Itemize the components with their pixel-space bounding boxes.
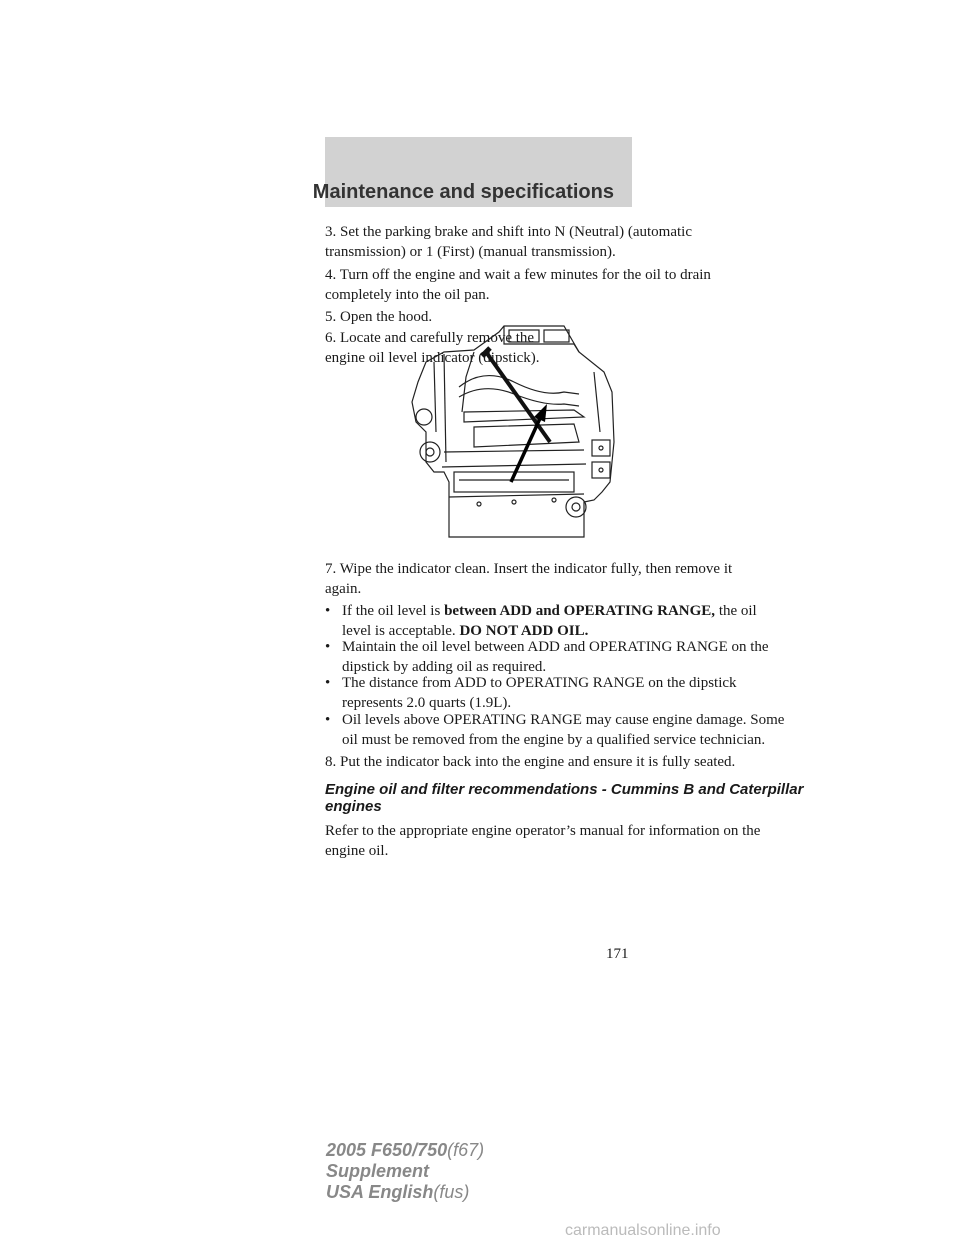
- bullet-text-bold: DO NOT ADD OIL.: [459, 622, 589, 639]
- step-5: 5. Open the hood.: [325, 309, 433, 325]
- bullet-line: [342, 602, 757, 622]
- step-3-line1: 3. Set the parking brake and shift into N (Neutral) (automatic: [325, 224, 692, 240]
- step-4-line2: completely into the oil pan.: [325, 286, 490, 303]
- bullet-line: oil must be removed from the engine by a qualified service technician.: [342, 731, 766, 748]
- watermark: carmanualsonline.info: [565, 1222, 721, 1239]
- bullet-text-normal: the oil: [715, 603, 757, 619]
- bullet-item: [325, 638, 769, 678]
- step-6-line1: 6. Locate and carefully remove the: [325, 330, 535, 346]
- section-heading-line1: Engine oil and filter recommendations - Cummins B and Caterpillar: [325, 781, 804, 798]
- bullet-text-bold: between ADD and OPERATING RANGE,: [444, 603, 716, 619]
- step-4-line1: 4. Turn off the engine and wait a few minutes for the oil to drain: [325, 267, 711, 283]
- bullet-text-normal: If the oil level is: [342, 603, 445, 619]
- section-text-line1: Refer to the appropriate engine operator’s manual for information on the: [325, 823, 761, 839]
- section-text-line2: engine oil.: [325, 842, 389, 859]
- bullet-dot: •: [325, 639, 331, 655]
- bullet-item: [325, 674, 737, 714]
- step-4: [325, 266, 711, 305]
- footer-model: 2005 F650/750: [326, 1140, 448, 1160]
- step-3-line2: transmission) or 1 (First) (manual transmission).: [325, 243, 616, 260]
- step-7-line1: 7. Wipe the indicator clean. Insert the indicator fully, then remove it: [325, 561, 733, 577]
- section-header-band: [312, 137, 632, 207]
- bullet-text: [342, 711, 785, 750]
- section-text: [325, 822, 761, 861]
- footer-line3: [326, 1182, 484, 1203]
- footer-line1: [326, 1140, 484, 1161]
- page-number: 171: [606, 946, 629, 962]
- bullet-item: [325, 602, 757, 642]
- bullet-dot: •: [325, 675, 331, 691]
- bullet-text: [342, 674, 737, 713]
- bullet-line: Oil levels above OPERATING RANGE may cause engine damage. Some: [342, 712, 785, 728]
- step-3: [325, 223, 692, 262]
- bullet-dot: •: [325, 603, 331, 619]
- bullet-line: Maintain the oil level between ADD and OPERATING RANGE on the: [342, 639, 769, 655]
- bullet-line: represents 2.0 quarts (1.9L).: [342, 694, 512, 711]
- bullet-item: [325, 711, 785, 751]
- bullet-text-normal: level is acceptable.: [342, 622, 460, 639]
- footer-lang: USA English: [326, 1182, 434, 1202]
- step-7: [325, 560, 733, 599]
- bullet-line: dipstick by adding oil as required.: [342, 658, 547, 675]
- bullet-line: The distance from ADD to OPERATING RANGE on the dipstick: [342, 675, 737, 691]
- step-6-line2: engine oil level indicator (dipstick).: [325, 349, 540, 366]
- document-footer: [326, 1140, 484, 1203]
- footer-lang-code: (fus): [433, 1182, 470, 1202]
- footer-supplement: Supplement: [326, 1161, 430, 1181]
- step-8: 8. Put the indicator back into the engine and ensure it is fully seated.: [325, 754, 736, 770]
- engine-dipstick-illustration: [404, 322, 616, 540]
- bullet-text: [342, 602, 757, 641]
- step-7-line2: again.: [325, 580, 362, 597]
- section-title: Maintenance and specifications: [312, 181, 614, 203]
- footer-model-code: (f67): [447, 1140, 485, 1160]
- section-heading: [325, 781, 804, 815]
- bullet-dot: •: [325, 712, 331, 728]
- section-heading-line2: engines: [325, 798, 382, 815]
- bullet-text: [342, 638, 769, 677]
